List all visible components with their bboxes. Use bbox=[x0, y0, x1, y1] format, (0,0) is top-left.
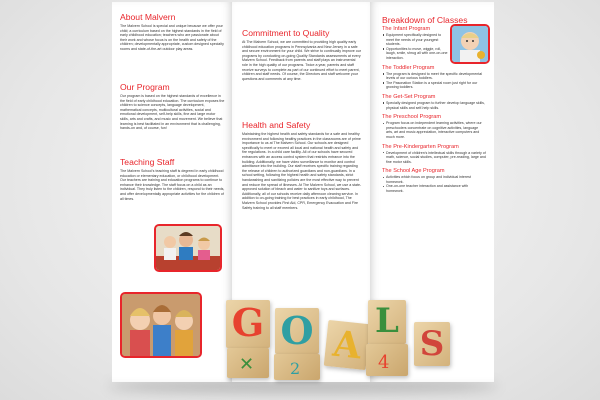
svg-text:4: 4 bbox=[378, 352, 390, 373]
class-title-schoolage: The School Age Program bbox=[382, 168, 445, 175]
block-bottom-1 bbox=[227, 348, 269, 378]
about-text: The Malvern School is special and unique because we offer your child; a curriculum based on the highest standards in the field of early childhood education; teachers who are passionate about their work and whose focus is on the health and safety of the children; developmentally appropriate, custom designed specialty rooms and state-of-the-art outdoor play areas. bbox=[120, 24, 224, 51]
class-list-toddler bbox=[382, 72, 486, 90]
class-item: Opportunities to move, wiggle, roll, laugh, smile, shrug all with one-on-one interaction. bbox=[386, 47, 450, 61]
class-list-schoolage bbox=[382, 175, 486, 193]
class-title-infant: The Infant Program bbox=[382, 26, 431, 32]
quality-section bbox=[242, 28, 362, 81]
about-title: About Malvern bbox=[120, 12, 176, 22]
program-text: Our program is based on the highest standards of excellence in the field of early childhood education. The curriculum exposes the children to science concepts, language development, mathematical concepts, multicultural activities, social and emotional development, self-help skills, fine and large motor skills, arts and crafts, and music and movement. We believe that learning is best facilitated in an environment that is challenging, hands-on and, of course, fun! bbox=[120, 94, 225, 131]
class-title-toddler: The Toddler Program bbox=[382, 64, 435, 71]
safety-section bbox=[242, 120, 362, 210]
block-bottom-2 bbox=[274, 354, 320, 380]
block-g bbox=[226, 300, 270, 348]
staff-text: The Malvern School's teaching staff is degreed in early childhood education or elementary education, or childhood development. Our teachers are training and education programs to continue to enhance their knowledge. The staff focus on a child as an individual. They truly listen to the children, respond to their needs, and offer developmentally appropriate activities for the children of all times. bbox=[120, 169, 225, 201]
staff-section bbox=[120, 157, 225, 201]
block-number-icon bbox=[366, 344, 408, 376]
class-item: One-on-one teacher interaction and assistance with homework. bbox=[386, 184, 486, 193]
block-star-icon bbox=[227, 348, 269, 378]
block-number-icon bbox=[274, 354, 320, 380]
program-title: Our Program bbox=[120, 82, 170, 92]
class-title-preschool: The Preschool Program bbox=[382, 114, 442, 121]
class-item: Development of children's intellectual skills through a variety of math, science, social studies, computer, pre-reading, large and fine motor skills. bbox=[386, 150, 486, 164]
class-item: Equipment specifically designed to meet the needs of your youngest students. bbox=[386, 33, 450, 47]
staff-title: Teaching Staff bbox=[120, 157, 175, 167]
block-s-letter: S bbox=[419, 324, 445, 364]
block-bottom-4 bbox=[366, 344, 408, 376]
class-item: Program focus on independent learning activities, where our preschoolers concentrate on cognitive activities, language arts, art and music appreciation, interactive computers and much more. bbox=[386, 121, 486, 139]
block-o-letter: O bbox=[280, 308, 314, 353]
class-title-getset: The Get-Set Program bbox=[382, 93, 436, 100]
safety-title: Health and Safety bbox=[242, 120, 311, 130]
quality-text: At The Malvern School, we are committed to providing high quality early childhood education programs in Pennsylvania and New Jersey in a safe and secure environment for your child. We strive to continually improve our programs by conducting on-going Quality Standards assessments at every Malvern School. Feedback from parents and staff plays an instrumental role in the high quality of our programs. Twice a year, parents and staff receive surveys to complete as part of our continued effort to meet parent, children and staff needs. Of course, the Directors and staff welcome your questions and comments at any time. bbox=[242, 40, 361, 81]
infant-photo bbox=[450, 24, 490, 64]
svg-text:2: 2 bbox=[290, 359, 301, 378]
class-item: Specially designed program to further develop language skills, physical skills and self-help skills. bbox=[386, 100, 485, 110]
class-item: The program is designed to meet the specific developmental levels of our curious toddlers. bbox=[386, 72, 486, 81]
class-list-getset bbox=[382, 101, 486, 110]
infant-photo-illustration bbox=[452, 26, 488, 62]
block-l bbox=[368, 300, 406, 344]
block-s bbox=[414, 322, 450, 366]
block-l-letter: L bbox=[375, 301, 399, 341]
about-section bbox=[120, 12, 225, 52]
quality-title: Commitment to Quality bbox=[242, 28, 330, 38]
brochure-panel-left bbox=[112, 2, 232, 382]
safety-text: Maintaining the highest health and safety standards for a safe and healthy environment and following healthy practices in the classrooms are of prime importance to us at The Malvern School. Our schools are designed specifically to meet or exceed all local and national health and safety and fire regulations. In a child care facility. All of our schools have secured entrances with an access control system that restricts entrance into the building. Additionally, we have video surveillance to monitor and control admittance into the building. Our staff receives specific training regarding the release of children to authorized guardians and non-guardians. In a school setting, following the highest health and safety standards, strict handwashing and sanitizing policies are the most effective way to prevent and reduce the spread of illnesses. At The Malvern School, we use a state-approved solution of bleach and water to sanitize toys and surfaces. Additionally, all of our schools receive daily afternoon cleaning service. In addition to on-going training for best practices in early childhood, The Malvern School provides First Aid, CPR, Emergency Evacuation and Fire Safety training to all staff members. bbox=[242, 132, 362, 210]
class-list-preschool bbox=[382, 121, 486, 139]
class-list-prek bbox=[382, 151, 486, 165]
class-list-infant bbox=[382, 33, 450, 61]
svg-text:✕: ✕ bbox=[239, 354, 255, 375]
teacher-photo-illustration bbox=[156, 226, 220, 270]
class-item: Activities which focus on group and individual interest homework. bbox=[386, 175, 486, 184]
class-title-prek: The Pre-Kindergarten Program bbox=[382, 143, 459, 150]
children-photo-illustration bbox=[122, 294, 200, 356]
program-section bbox=[120, 82, 225, 131]
children-photo bbox=[120, 292, 202, 358]
block-a bbox=[324, 320, 371, 370]
classes-title: Breakdown of Classes bbox=[382, 15, 468, 25]
class-item: The Pasonation Station is a special room just right for our growing toddlers. bbox=[386, 81, 486, 90]
block-g-letter: G bbox=[231, 300, 265, 345]
teacher-photo bbox=[154, 224, 222, 272]
block-a-letter: A bbox=[330, 322, 364, 368]
block-o bbox=[275, 308, 319, 354]
